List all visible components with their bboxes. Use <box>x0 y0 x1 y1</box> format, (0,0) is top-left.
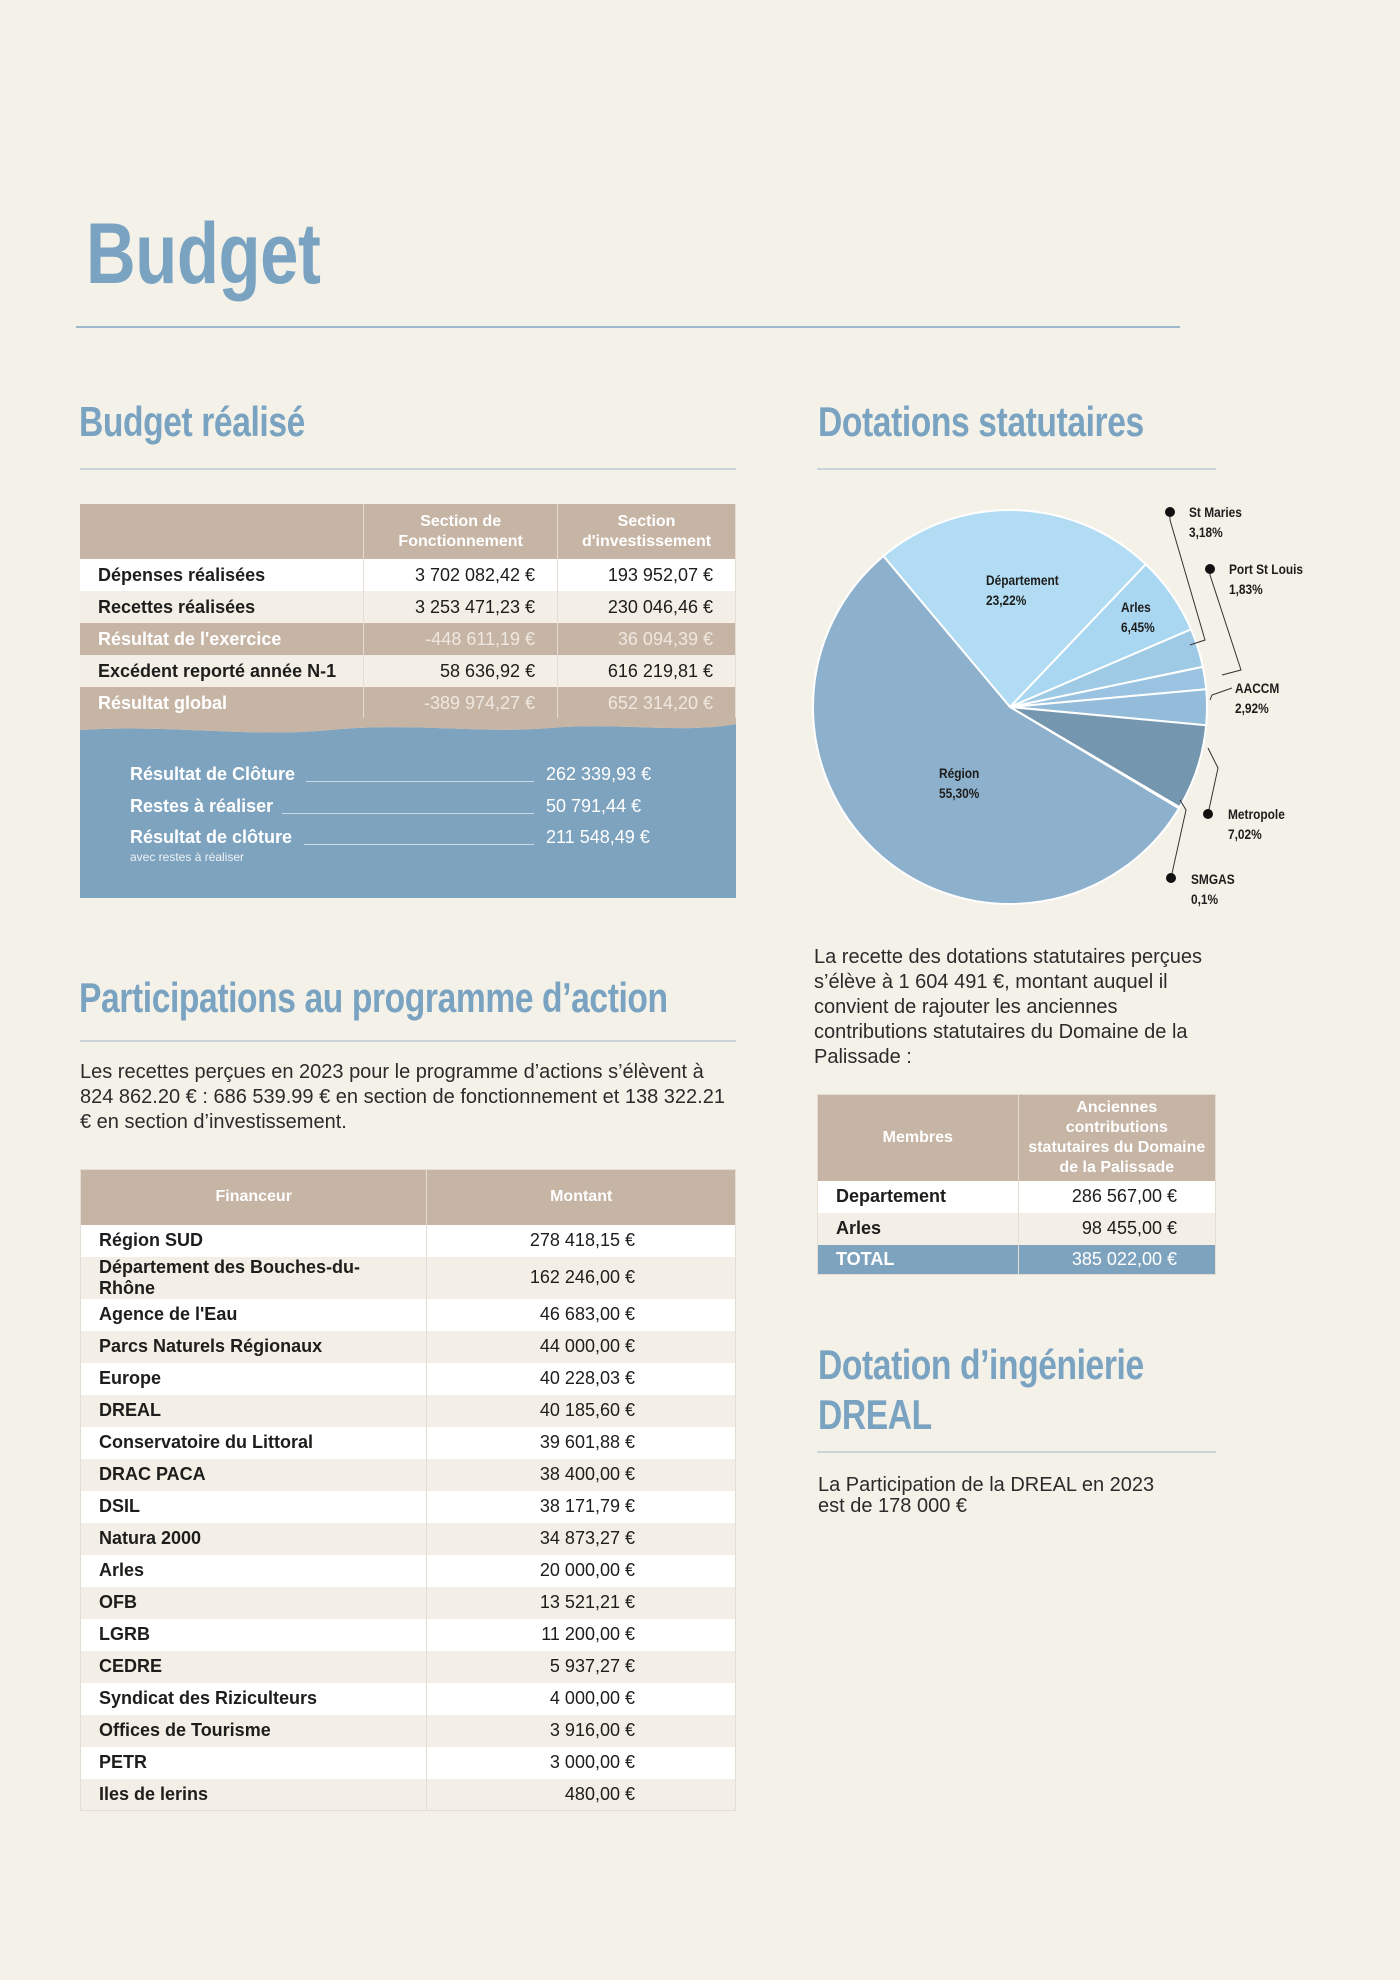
pie-label-arles <box>1121 597 1155 637</box>
financeur-amount: 162 246,00 € <box>427 1257 736 1299</box>
legend-dot <box>1203 809 1213 819</box>
table-row <box>81 1715 736 1747</box>
section-title-dotations: Dotations statutaires <box>818 398 1144 445</box>
value-fonctionnement: -448 611,19 € <box>364 623 558 655</box>
financeur-amount: 44 000,00 € <box>427 1331 736 1363</box>
financeur-amount: 4 000,00 € <box>427 1683 736 1715</box>
table-row <box>81 1427 736 1459</box>
member-name: Departement <box>818 1181 1019 1213</box>
slice-name: Département <box>986 572 1059 588</box>
financeur-amount: 13 521,21 € <box>427 1587 736 1619</box>
financeur-name: OFB <box>81 1587 427 1619</box>
total-label: TOTAL <box>818 1245 1019 1275</box>
financeur-amount: 480,00 € <box>427 1779 736 1811</box>
financeurs-table <box>80 1169 736 1811</box>
financeur-name: DREAL <box>81 1395 427 1427</box>
financeur-name: Agence de l'Eau <box>81 1299 427 1331</box>
financeur-amount: 3 916,00 € <box>427 1715 736 1747</box>
slice-percent: 55,30% <box>939 785 980 801</box>
value-investissement: 193 952,07 € <box>558 559 736 591</box>
slice-percent: 3,18% <box>1189 524 1223 540</box>
closing-with-restes-label: Résultat de clôture <box>130 827 293 847</box>
table-row <box>81 1459 736 1491</box>
table-row <box>81 1651 736 1683</box>
header-montant: Montant <box>427 1170 736 1225</box>
section-title-dreal <box>818 1340 1144 1440</box>
pie-label-departement <box>986 570 1059 610</box>
row-label: Résultat global <box>80 687 364 719</box>
table-row <box>81 1779 736 1811</box>
header-contributions: Anciennes contributions statutaires du Domaine de la Palissade <box>1018 1095 1215 1181</box>
financeur-amount: 20 000,00 € <box>427 1555 736 1587</box>
value-investissement: 616 219,81 € <box>558 655 736 687</box>
closing-with-restes-value: 211 548,49 € <box>546 827 650 847</box>
section-divider <box>80 1040 736 1042</box>
total-amount: 385 022,00 € <box>1018 1245 1215 1275</box>
financeur-name: LGRB <box>81 1619 427 1651</box>
table-row <box>818 1213 1216 1245</box>
section-title-participations: Participations au programme d’action <box>79 974 668 1021</box>
financeur-name: PETR <box>81 1747 427 1779</box>
table-row <box>81 1747 736 1779</box>
financeur-name: CEDRE <box>81 1651 427 1683</box>
row-label: Recettes réalisées <box>80 591 364 623</box>
legend-dot <box>1165 507 1175 517</box>
table-row <box>81 1619 736 1651</box>
table-row <box>81 1683 736 1715</box>
slice-name: Port St Louis <box>1229 561 1304 577</box>
pie-label-st-maries <box>1189 502 1242 542</box>
table-row <box>81 1555 736 1587</box>
leader-line-aaccm <box>1210 688 1232 700</box>
legend-dot <box>1166 873 1176 883</box>
dreal-text-line2: est de 178 000 € <box>818 1495 968 1517</box>
legend-dot <box>1205 564 1215 574</box>
header-fonctionnement: Section de Fonctionnement <box>364 504 558 559</box>
row-label: Résultat de l'exercice <box>80 623 364 655</box>
closing-label: Résultat de Clôture <box>130 764 296 784</box>
table-row <box>81 1225 736 1257</box>
financeur-amount: 3 000,00 € <box>427 1747 736 1779</box>
slice-percent: 23,22% <box>986 592 1027 608</box>
financeur-name: Iles de lerins <box>81 1779 427 1811</box>
financeur-name: Conservatoire du Littoral <box>81 1427 427 1459</box>
leader-line-metropole <box>1208 748 1218 814</box>
table-row <box>81 1299 736 1331</box>
value-fonctionnement: 3 253 471,23 € <box>364 591 558 623</box>
participations-text: Les recettes perçues en 2023 pour le programme d’actions s’élèvent à 824 862.20 € : 686 539.99 € en section de fonctionnement et 138 322.21 € en section d’investissement. <box>80 1061 725 1133</box>
value-fonctionnement: -389 974,27 € <box>364 687 558 719</box>
financeur-amount: 38 171,79 € <box>427 1491 736 1523</box>
slice-name: AACCM <box>1235 680 1280 696</box>
financeur-amount: 40 228,03 € <box>427 1363 736 1395</box>
financeur-amount: 38 400,00 € <box>427 1459 736 1491</box>
slice-percent: 2,92% <box>1235 700 1269 716</box>
slice-percent: 1,83% <box>1229 581 1263 597</box>
dotations-text: La recette des dotations statutaires perçues s’élève à 1 604 491 €, montant auquel il convient de rajouter les anciennes contributions statutaires du Domaine de la Palissade : <box>814 946 1203 1068</box>
row-label: Excédent reporté année N-1 <box>80 655 364 687</box>
dreal-title-line1: Dotation d’ingénierie <box>818 1341 1144 1388</box>
pie-label-region <box>939 763 979 803</box>
financeur-amount: 34 873,27 € <box>427 1523 736 1555</box>
table-row <box>81 1395 736 1427</box>
financeur-amount: 46 683,00 € <box>427 1299 736 1331</box>
dotations-pie-chart <box>0 0 1400 960</box>
pie-label-port-st-louis <box>1229 559 1303 599</box>
slice-name: Région <box>939 765 980 781</box>
table-row <box>81 1523 736 1555</box>
total-row <box>818 1245 1216 1275</box>
restes-value: 50 791,44 € <box>546 796 642 816</box>
dreal-text <box>818 1475 1154 1517</box>
member-amount: 98 455,00 € <box>1018 1213 1215 1245</box>
table-row <box>81 1257 736 1299</box>
table-row <box>818 1181 1216 1213</box>
financeur-amount: 5 937,27 € <box>427 1651 736 1683</box>
restes-label: Restes à réaliser <box>130 796 274 816</box>
financeur-name: Département des Bouches-du-Rhône <box>81 1257 427 1299</box>
financeur-name: Parcs Naturels Régionaux <box>81 1331 427 1363</box>
financeur-amount: 11 200,00 € <box>427 1619 736 1651</box>
member-name: Arles <box>818 1213 1019 1245</box>
pie-label-smgas <box>1191 869 1235 909</box>
header-investissement: Section d'investissement <box>558 504 736 559</box>
dreal-text-line1: La Participation de la DREAL en 2023 <box>818 1474 1155 1496</box>
value-investissement: 652 314,20 € <box>558 687 736 719</box>
header-membres: Membres <box>818 1095 1019 1181</box>
value-fonctionnement: 58 636,92 € <box>364 655 558 687</box>
table-row <box>81 1363 736 1395</box>
section-title-budget-realise: Budget réalisé <box>79 398 305 445</box>
value-investissement: 230 046,46 € <box>558 591 736 623</box>
table-row <box>81 1491 736 1523</box>
table-row <box>81 1331 736 1363</box>
value-investissement: 36 094,39 € <box>558 623 736 655</box>
financeur-amount: 39 601,88 € <box>427 1427 736 1459</box>
financeur-name: Région SUD <box>81 1225 427 1257</box>
financeur-name: DRAC PACA <box>81 1459 427 1491</box>
financeur-name: Arles <box>81 1555 427 1587</box>
header-financeur: Financeur <box>81 1170 427 1225</box>
page-title: Budget <box>86 206 321 302</box>
financeur-amount: 278 418,15 € <box>427 1225 736 1257</box>
financeur-amount: 40 185,60 € <box>427 1395 736 1427</box>
financeur-name: DSIL <box>81 1491 427 1523</box>
slice-percent: 6,45% <box>1121 619 1155 635</box>
row-label: Dépenses réalisées <box>80 559 364 591</box>
palissade-table <box>817 1094 1216 1275</box>
pie-label-metropole <box>1228 804 1285 844</box>
value-fonctionnement: 3 702 082,42 € <box>364 559 558 591</box>
closing-value: 262 339,93 € <box>546 764 652 784</box>
financeur-name: Natura 2000 <box>81 1523 427 1555</box>
closing-sublabel: avec restes à réaliser <box>130 850 245 864</box>
section-divider <box>817 1451 1216 1453</box>
financeur-name: Europe <box>81 1363 427 1395</box>
slice-name: SMGAS <box>1191 871 1235 887</box>
slice-name: Arles <box>1121 599 1151 615</box>
dreal-title-line2: DREAL <box>818 1391 932 1438</box>
slice-percent: 0,1% <box>1191 891 1219 907</box>
pie-label-aaccm <box>1235 678 1279 718</box>
table-row <box>81 1587 736 1619</box>
financeur-name: Offices de Tourisme <box>81 1715 427 1747</box>
slice-name: St Maries <box>1189 504 1242 520</box>
slice-name: Metropole <box>1228 806 1285 822</box>
member-amount: 286 567,00 € <box>1018 1181 1215 1213</box>
slice-percent: 7,02% <box>1228 826 1262 842</box>
financeur-name: Syndicat des Riziculteurs <box>81 1683 427 1715</box>
